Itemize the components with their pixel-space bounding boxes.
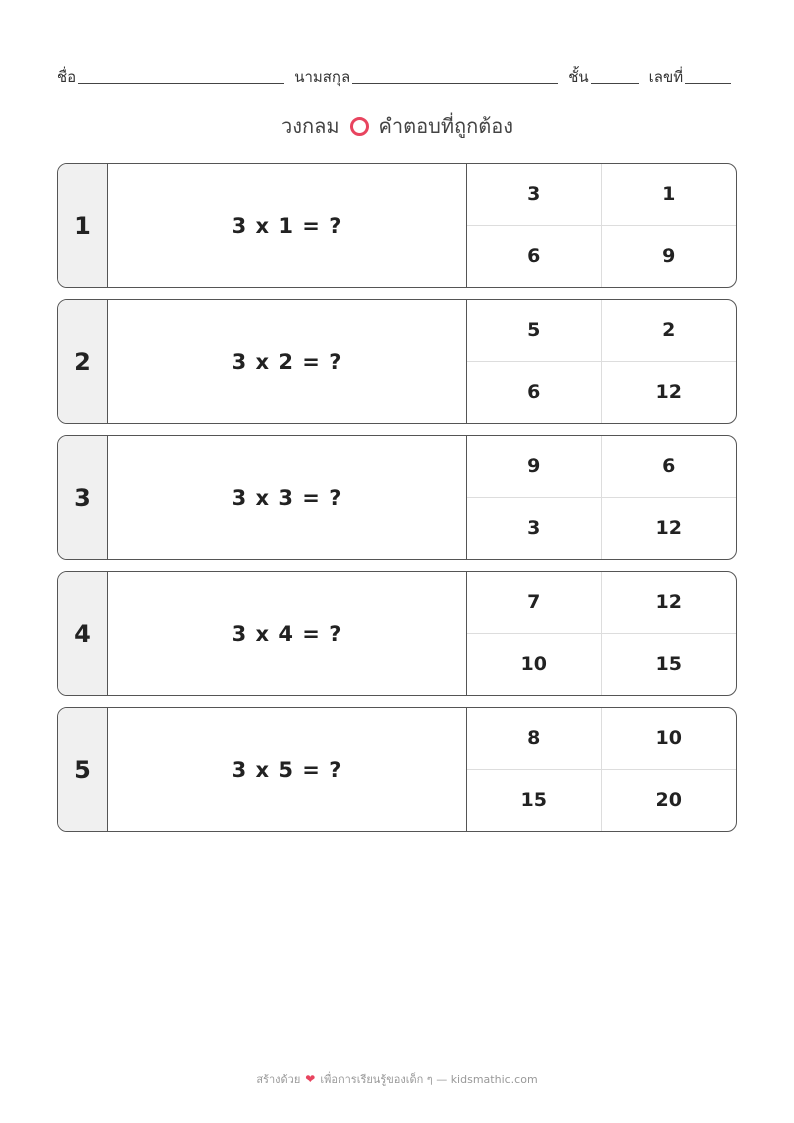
problem-question: 3 x 5 = ? [108, 708, 467, 831]
answer-choice[interactable]: 6 [602, 436, 737, 498]
footer [0, 1070, 794, 1088]
answer-choice[interactable]: 6 [467, 362, 602, 424]
answer-choice[interactable]: 9 [662, 245, 676, 268]
instruction [0, 110, 794, 142]
surname-label: นามสกุล [294, 68, 351, 86]
answer-choices [467, 300, 736, 423]
answer-choice[interactable]: 10 [602, 708, 737, 770]
problem-number: 4 [58, 572, 108, 695]
class-line[interactable] [591, 67, 639, 84]
footer-text-after: เพื่อการเรียนรู้ของเด็ก ๆ — kidsmathic.com [320, 1073, 538, 1086]
surname-line[interactable] [352, 67, 558, 84]
problem-row [57, 571, 737, 696]
name-label: ชื่อ [57, 68, 77, 86]
class-label: ชั้น [568, 68, 589, 86]
footer-text-before: สร้างด้วย [256, 1073, 301, 1086]
problem-row [57, 163, 737, 288]
answer-choices [467, 572, 736, 695]
problem-question: 3 x 4 = ? [108, 572, 467, 695]
answer-choice[interactable]: 3 [467, 164, 602, 226]
problem-question: 3 x 3 = ? [108, 436, 467, 559]
answer-choice[interactable]: 3 [467, 498, 602, 560]
answer-choice[interactable]: 12 [602, 572, 737, 634]
answer-choice[interactable]: 20 [655, 789, 682, 812]
answer-choice[interactable]: 12 [655, 517, 682, 540]
answer-choice[interactable]: 1 [602, 164, 737, 226]
problem-list [57, 163, 737, 843]
answer-choices [467, 436, 736, 559]
answer-choice[interactable]: 8 [467, 708, 602, 770]
answer-choice[interactable]: 15 [655, 653, 682, 676]
student-info-header [57, 64, 747, 86]
answer-choice[interactable]: 15 [467, 770, 602, 832]
problem-row [57, 299, 737, 424]
problem-row [57, 707, 737, 832]
name-line[interactable] [78, 67, 284, 84]
problem-question: 3 x 2 = ? [108, 300, 467, 423]
answer-choice[interactable]: 12 [655, 381, 682, 404]
problem-number: 3 [58, 436, 108, 559]
circle-icon [350, 117, 369, 136]
problem-number: 5 [58, 708, 108, 831]
answer-choice[interactable]: 6 [467, 226, 602, 288]
answer-choice[interactable]: 9 [467, 436, 602, 498]
answer-choice[interactable]: 10 [467, 634, 602, 696]
answer-choice[interactable]: 5 [467, 300, 602, 362]
answer-choices [467, 708, 736, 831]
answer-choices [467, 164, 736, 287]
answer-choice[interactable]: 7 [467, 572, 602, 634]
number-label: เลขที่ [648, 68, 684, 86]
problem-question: 3 x 1 = ? [108, 164, 467, 287]
problem-number: 2 [58, 300, 108, 423]
problem-row [57, 435, 737, 560]
instruction-text-after: คำตอบที่ถูกต้อง [378, 114, 514, 138]
answer-choice[interactable]: 2 [602, 300, 737, 362]
heart-icon: ❤ [305, 1072, 316, 1086]
problem-number: 1 [58, 164, 108, 287]
number-line[interactable] [685, 67, 731, 84]
instruction-text-before: วงกลม [280, 114, 340, 138]
